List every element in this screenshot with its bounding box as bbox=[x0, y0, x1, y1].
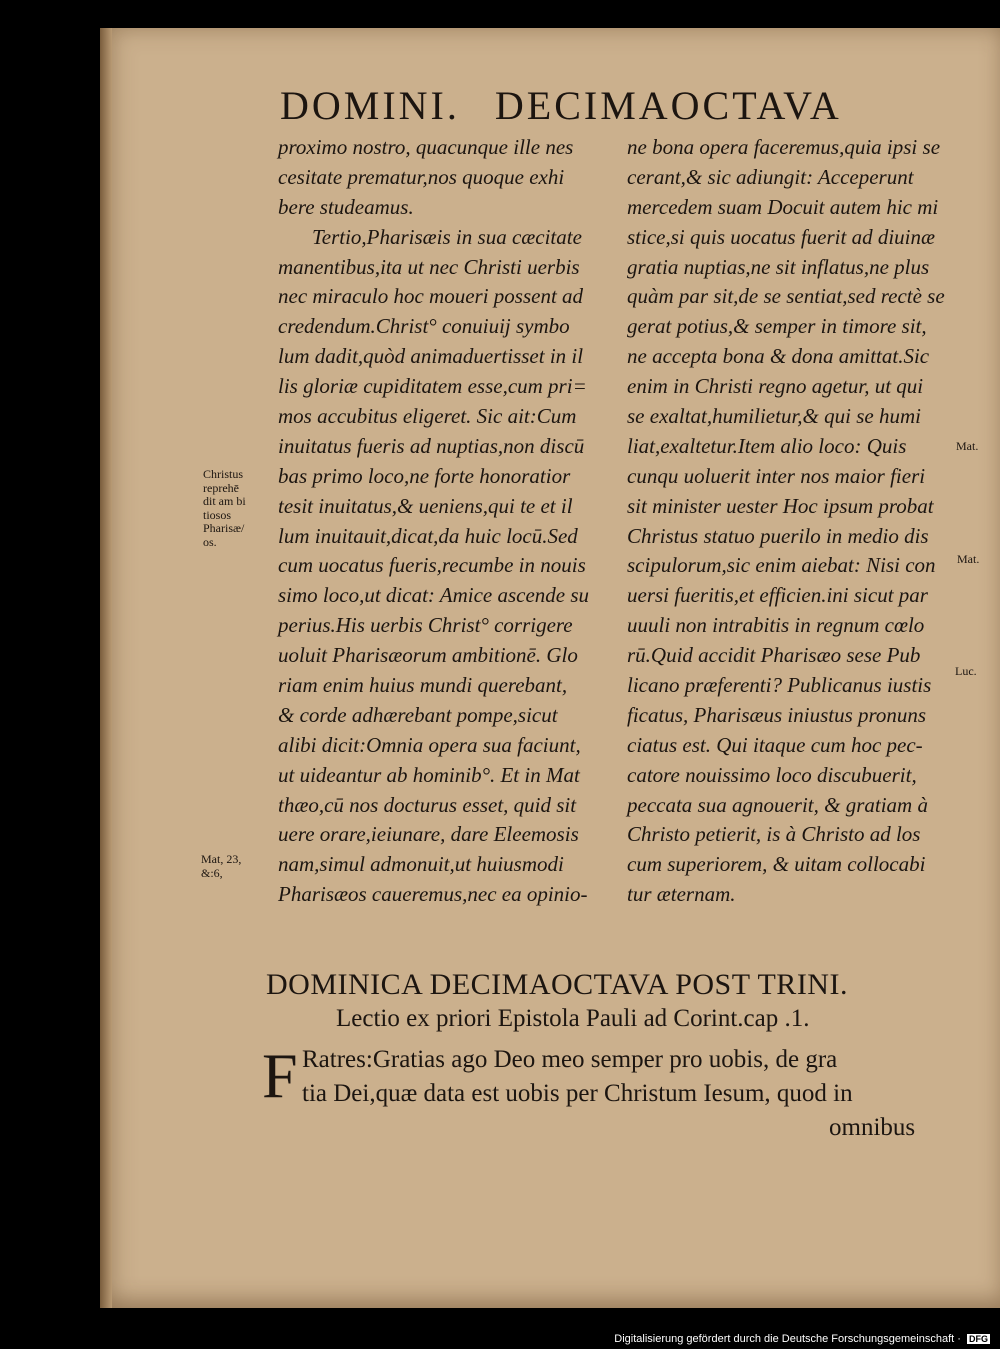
text-line: thæo,cū nos docturus esset, quid sit bbox=[278, 792, 577, 817]
margin-note-mat-right-2: Mat. bbox=[957, 552, 980, 566]
margin-note-christus bbox=[203, 468, 246, 549]
text-line: cum uocatus fueris,recumbe in nouis bbox=[278, 553, 586, 578]
text-line: cum superiorem, & uitam collocabi bbox=[627, 852, 926, 877]
running-head bbox=[280, 82, 880, 129]
text-line: tesit inuitatus,& ueniens,qui te et il bbox=[278, 493, 573, 518]
section-subtitle: Lectio ex priori Epistola Pauli ad Corint.cap .1. bbox=[336, 1005, 810, 1032]
text-line: cesitate prematur,nos quoque exhi bbox=[278, 164, 565, 189]
running-head-word-2: DECIMAOCTAVA bbox=[494, 83, 842, 128]
margin-note-line: reprehē bbox=[203, 480, 239, 495]
text-line: scipulorum,sic enim aiebat: Nisi con bbox=[627, 553, 936, 578]
text-line: peccata sua agnouerit, & gratiam à bbox=[627, 792, 928, 817]
margin-note-line: &:6, bbox=[201, 865, 223, 880]
text-line: perius.His uerbis Christ° corrigere bbox=[278, 613, 573, 638]
text-line: Pharisæos caueremus,nec ea opinio- bbox=[278, 882, 588, 907]
margin-note-line: Christus bbox=[203, 467, 244, 481]
text-line: uuuli non intrabitis in regnum cœlo bbox=[627, 613, 925, 638]
text-line: inuitatus fueris ad nuptias,non discū bbox=[278, 433, 585, 458]
text-line: licano præferenti? Publicanus iustis bbox=[627, 673, 932, 698]
text-line: credendum.Christ° conuiuij symbo bbox=[278, 314, 570, 339]
text-line: sit minister uester Hoc ipsum probat bbox=[627, 493, 934, 518]
running-head-word-1: DOMINI. bbox=[280, 83, 460, 128]
text-line: Christo petierit, is à Christo ad los bbox=[627, 822, 921, 847]
text-line: tur æternam. bbox=[627, 882, 736, 907]
text-line: enim in Christi regno agetur, ut qui bbox=[627, 374, 924, 399]
margin-note-line: tiosos bbox=[203, 507, 232, 522]
left-column bbox=[278, 133, 623, 910]
text-line: nec miraculo hoc moueri possent ad bbox=[278, 284, 584, 309]
text-line: gratia nuptias,ne sit inflatus,ne plus bbox=[627, 254, 930, 279]
text-line: manentibus,ita ut nec Christi uerbis bbox=[278, 254, 580, 279]
text-line: quàm par sit,de se sentiat,sed rectè se bbox=[627, 284, 945, 309]
text-line: se exaltat,humilietur,& qui se humi bbox=[627, 404, 921, 429]
text-line: catore nouissimo loco discubuerit, bbox=[627, 762, 917, 787]
text-line: nam,simul admonuit,ut huiusmodi bbox=[278, 852, 564, 877]
text-line: mercedem suam Docuit autem hic mi bbox=[627, 194, 939, 219]
epistle-line-1: Ratres:Gratias ago Deo meo semper pro uobis, de gra bbox=[302, 1046, 838, 1073]
footer-text: Digitalisierung gefördert durch die Deutsche Forschungsgemeinschaft · bbox=[614, 1333, 961, 1345]
text-line: bas primo loco,ne forte honoratior bbox=[278, 463, 571, 488]
text-line: ficatus, Pharisæus iniustus pronuns bbox=[627, 702, 927, 727]
margin-note-luc: Luc. bbox=[955, 664, 977, 678]
text-line: Christus statuo puerilo in medio dis bbox=[627, 523, 929, 548]
text-line: ne accepta bona & dona amittat.Sic bbox=[627, 344, 930, 369]
margin-note-line: os. bbox=[203, 534, 217, 549]
text-line: proximo nostro, quacunque ille nes bbox=[278, 135, 574, 159]
text-line: uoluit Pharisæorum ambitionē. Glo bbox=[278, 643, 578, 668]
drop-cap: F bbox=[262, 1040, 298, 1111]
margin-note-line: Pharisæ/ bbox=[203, 521, 245, 535]
text-line: ut uideantur ab hominib°. Et in Mat bbox=[278, 762, 580, 787]
text-line: ne bona opera faceremus,quia ipsi se bbox=[627, 135, 941, 159]
text-line: simo loco,ut dicat: Amice ascende su bbox=[278, 583, 590, 608]
dfg-logo: DFG bbox=[969, 1334, 988, 1345]
text-line: & corde adhærebant pompe,sicut bbox=[278, 702, 558, 727]
text-line: gerat potius,& semper in timore sit, bbox=[627, 314, 927, 339]
text-line: lis gloriæ cupiditatem esse,cum pri= bbox=[278, 374, 587, 399]
text-line: cerant,& sic adiungit: Acceperunt bbox=[627, 164, 914, 189]
text-line: Tertio,Pharisæis in sua cæcitate bbox=[312, 224, 582, 249]
text-line: stice,si quis uocatus fuerit ad diuinæ bbox=[627, 224, 935, 249]
margin-note-line: Mat, 23, bbox=[201, 852, 242, 866]
text-line: lum dadit,quòd animaduertisset in il bbox=[278, 344, 584, 369]
text-line: rū.Quid accidit Pharisæo sese Pub bbox=[627, 643, 921, 668]
text-line: bere studeamus. bbox=[278, 194, 414, 219]
epistle-line-2: tia Dei,quæ data est uobis per Christum Iesum, quod in bbox=[302, 1080, 853, 1107]
text-line: uersi fueritis,et efficien.ini sicut par bbox=[627, 583, 928, 608]
digitization-credit bbox=[614, 1333, 990, 1345]
margin-note-mat-right-1: Mat. bbox=[956, 439, 979, 453]
text-line: ciatus est. Qui itaque cum hoc pec- bbox=[627, 732, 923, 757]
section-title: DOMINICA DECIMAOCTAVA POST TRINI. bbox=[266, 968, 848, 1001]
margin-note-line: dit am bi bbox=[203, 494, 246, 508]
margin-note-mat-23 bbox=[201, 853, 241, 880]
text-line: alibi dicit:Omnia opera sua faciunt, bbox=[278, 732, 581, 757]
right-column bbox=[627, 133, 957, 910]
text-line: liat,exaltetur.Item alio loco: Quis bbox=[627, 433, 907, 458]
epistle-line-3: omnibus bbox=[829, 1114, 916, 1141]
text-line: lum inuitauit,dicat,da huic locū.Sed bbox=[278, 523, 578, 548]
text-line: uere orare,ieiunare, dare Eleemosis bbox=[278, 822, 579, 847]
text-line: mos accubitus eligeret. Sic ait:Cum bbox=[278, 404, 577, 429]
page-gutter-shadow bbox=[100, 28, 112, 1308]
epistle-text bbox=[262, 1040, 962, 1145]
text-line: cunqu uoluerit inter nos maior fieri bbox=[627, 463, 926, 488]
text-line: riam enim huius mundi querebant, bbox=[278, 673, 568, 698]
